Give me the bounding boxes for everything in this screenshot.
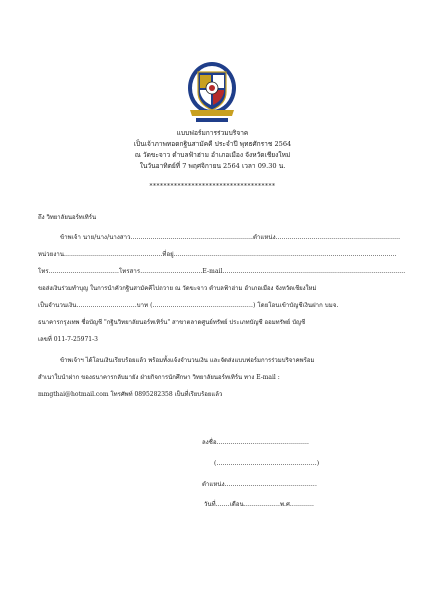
header-line-2: เป็นเจ้าภาพทอดกฐินสามัคคี ประจำปี พุทธศักราช 2564 [133, 140, 292, 148]
signer-name-line[interactable]: (..................................................) [214, 460, 320, 467]
form-title: แบบฟอร์มการร่วมบริจาค [176, 129, 249, 137]
header-line-3: ณ วัดขะจาว ตำบลฟ้าฮ่าม อำเภอเมือง จังหวัดเชียงใหม่ [134, 151, 291, 159]
amount-field-line[interactable]: เป็นจำนวนเงิน..............................บาท (..................................................) โดยโอนเข้าบัญชีเงินฝาก บมจ. [38, 302, 339, 309]
addressee: ถึง วิทยาลัยนอร์ทเทิร์น [38, 214, 97, 221]
date-line[interactable]: วันที่.......เดือน..................พ.ศ............ [204, 501, 315, 508]
college-crest-logo [184, 58, 240, 128]
bank-info-2: เลขที่ 011-7-25971-3 [38, 336, 98, 343]
agency-field-line[interactable]: หน่วยงาน.................................................ที่อยู่............................................................................................................... [38, 251, 397, 258]
phone-field-line[interactable]: โทร...................................โทรสาร...............................E-mail........................................................................................... [38, 268, 406, 275]
name-field-line[interactable]: ข้าพเจ้า นาย/นาง/นางสาว.............................................................ตำแหน่ง.............................................................. [60, 234, 401, 241]
position-line[interactable]: ตำแหน่ง.............................................. [202, 481, 317, 488]
confirm-text-3: mmgthai@hotmail.com โทรศัพท์ 0895282358 เป็นที่เรียบร้อยแล้ว [38, 391, 223, 398]
header-line-4: ในวันอาทิตย์ที่ 7 พฤศจิกายน 2564 เวลา 09.30 น. [139, 162, 286, 170]
confirm-text-2: สำเนาใบนำฝาก ของธนาคารกลับมายัง ฝ่ายกิจการนักศึกษา วิทยาลัยนอร์ทเทิร์น ทาง E-mail : [38, 374, 280, 381]
confirm-text-1: ข้าพเจ้าฯ ได้โอนเงินเรียบร้อยแล้ว พร้อมทั้งแจ้งจำนวนเงิน และจัดส่งแบบฟอร์มการร่วมบริจาคพร้อม [60, 357, 315, 364]
separator: ************************************ [149, 183, 276, 190]
signature-line[interactable]: ลงชื่อ.............................................. [202, 439, 310, 446]
bank-info-1: ธนาคารกรุงเทพ ชื่อบัญชี "กฐินวิทยาลัยนอร์ทเทิร์น" สาขาตลาดศูนย์ทรัพย์ ประเภทบัญชี ออมทรัพย์ บัญชี [38, 319, 306, 326]
donation-text-1: ขอส่งเงินร่วมทำบุญ ในการนำคัวกฐินสามัคคีไปถวาย ณ วัดขะจาว ตำบลฟ้าฮ่าม อำเภอเมือง จังหวัดเชียงใหม่ [38, 285, 317, 292]
